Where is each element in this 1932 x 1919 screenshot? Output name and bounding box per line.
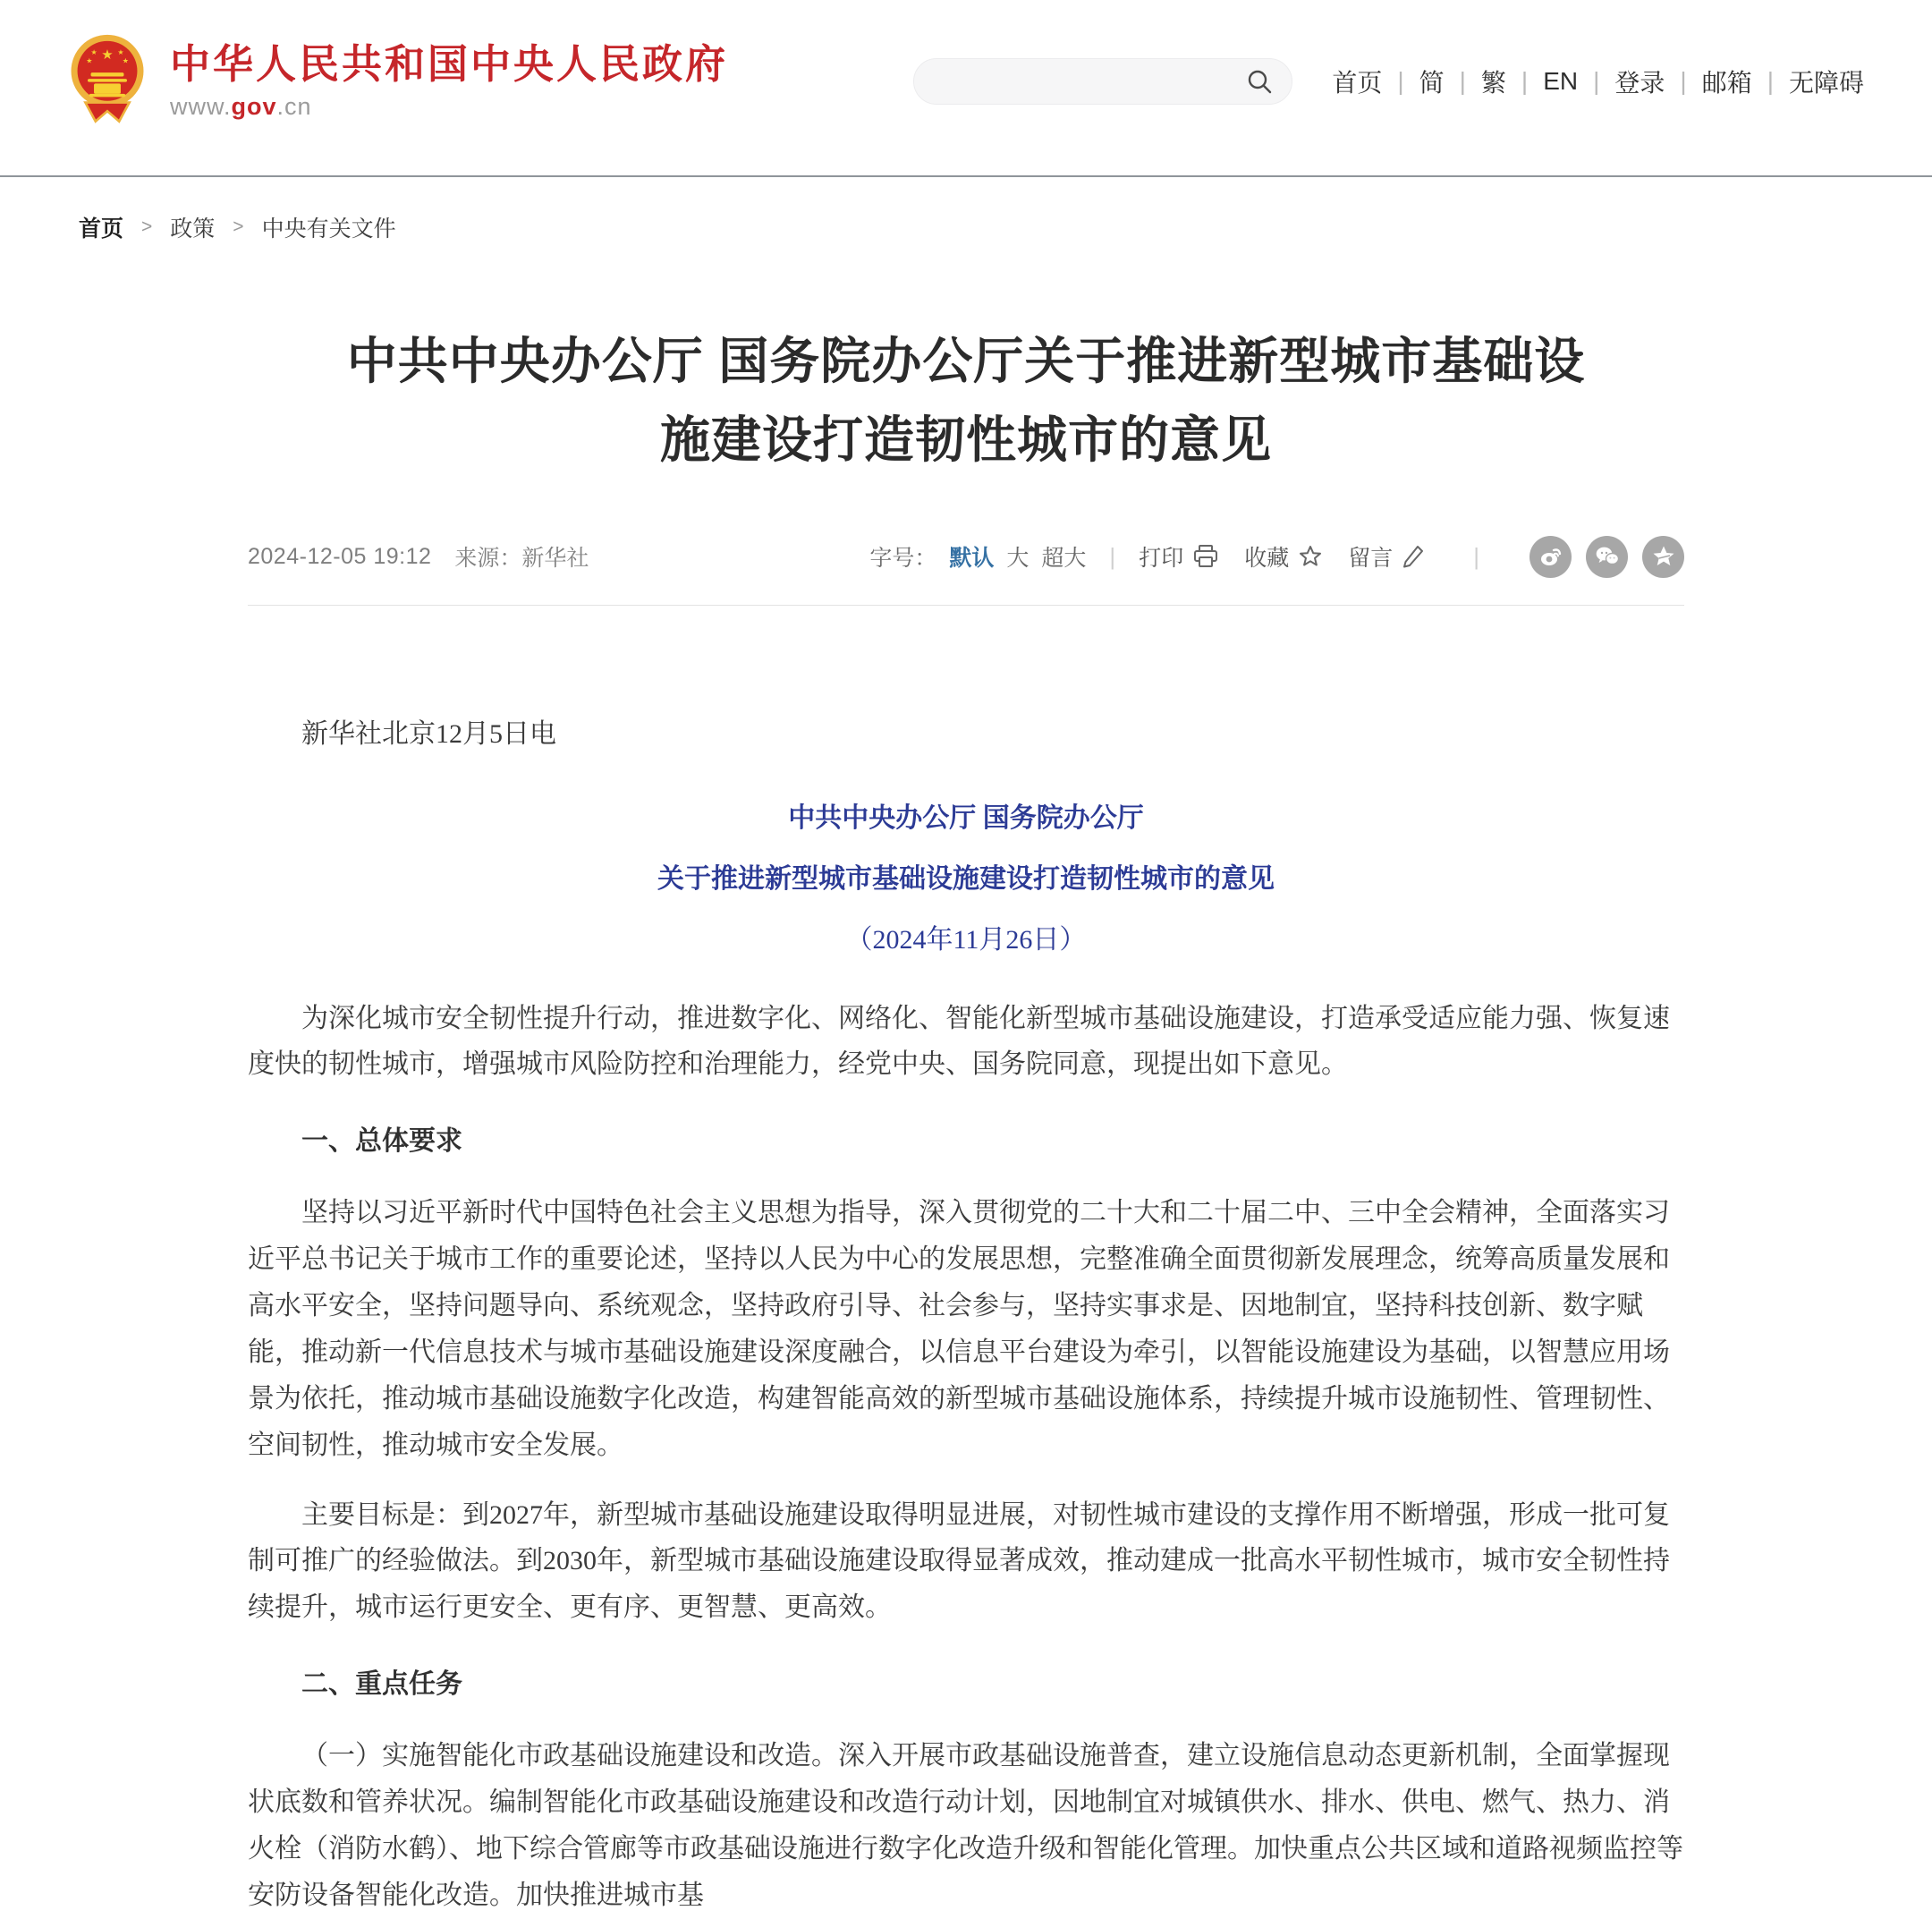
article-block-heading: 一、总体要求: [301, 1126, 462, 1157]
article-block-center-bold: 关于推进新型城市基础设施建设打造韧性城市的意见: [657, 863, 1275, 894]
nav-separator: |: [1397, 67, 1404, 95]
nav-separator: |: [1459, 67, 1466, 95]
header-divider: [0, 175, 1932, 177]
article-block-para: 坚持以习近平新时代中国特色社会主义思想为指导，深入贯彻党的二十大和二十届二中、三中全会精神，全面落实习近平总书记关于城市工作的重要论述，坚持以人民为中心的发展思想，完整准确全面贯彻新发展理念，统筹高质量发展和高水平安全，坚持问题导向、系统观念，坚持政府引导、社会参与，坚持实事求是、因地制宜，坚持科技创新、数字赋能，推动新一代信息技术与城市基础设施建设深度融合，以信息平台建设为牵引，以智能设施建设为基础，以智慧应用场景为依托，推动城市基础设施数字化改造，构建智能高效的新型城市基础设施体系，持续提升城市设施韧性、管理韧性、空间韧性，推动城市安全发展。: [248, 1198, 1670, 1460]
nav-item-4[interactable]: 登录: [1614, 69, 1665, 97]
nav-separator: |: [1767, 67, 1774, 95]
nav-separator: |: [1521, 67, 1529, 95]
search-input[interactable]: [937, 68, 1243, 95]
article-block-para: （一）实施智能化市政基础设施建设和改造。深入开展市政基础设施普查，建立设施信息动态更新机制，全面掌握现状底数和管养状况。编制智能化市政基础设施建设和改造行动计划，因地制宜对城镇供水、排水、供电、燃气、热力、消火栓（消防水鹤）、地下综合管廊等市政基础设施进行数字化改造升级和智能化管理。加快重点公共区域和道路视频监控等安防设备智能化改造。加快推进城市基: [248, 1741, 1683, 1910]
publish-date: 2024-12-05 19:12: [248, 543, 432, 569]
site-title: 中华人民共和国中央人民政府: [170, 40, 729, 87]
nav-item-3[interactable]: EN: [1543, 67, 1579, 95]
font-size-option-default[interactable]: 默认: [949, 546, 995, 572]
font-size-options: [936, 540, 1086, 573]
star-outline-icon: [1298, 544, 1323, 569]
site-logo[interactable]: [68, 33, 728, 131]
nav-item-2[interactable]: 繁: [1480, 69, 1506, 97]
print-button[interactable]: 打印: [1139, 540, 1219, 573]
search-icon[interactable]: [1243, 65, 1275, 98]
source-value: 新华社: [521, 546, 589, 572]
favorite-button[interactable]: 收藏: [1244, 540, 1323, 573]
article-block-para: 为深化城市安全韧性提升行动，推进数字化、网络化、智能化新型城市基础设施建设，打造承受适应能力强、恢复速度快的韧性城市，增强城市风险防控和治理能力，经党中央、国务院同意，现提出如下意见。: [248, 1003, 1670, 1080]
nav-item-0[interactable]: 首页: [1332, 69, 1383, 97]
comment-button[interactable]: 留言: [1348, 540, 1425, 573]
breadcrumb-separator: >: [233, 217, 244, 237]
article-body: [248, 606, 1684, 1919]
search-box: [913, 58, 1292, 105]
qzone-share-icon[interactable]: [1642, 536, 1684, 578]
nav-separator: |: [1593, 67, 1600, 95]
top-nav: [1332, 64, 1864, 99]
site-url: www.gov.cn: [170, 93, 312, 121]
article-block-para: 主要目标是：到2027年，新型城市基础设施建设取得明显进展，对韧性城市建设的支撑作用不断增强，形成一批可复制可推广的经验做法。到2030年，新型城市基础设施建设取得显著成效，推动建成一批高水平韧性城市，城市安全韧性持续提升，城市运行更安全、更有序、更智慧、更高效。: [248, 1499, 1670, 1623]
meta-separator: |: [1109, 542, 1116, 570]
nav-item-1[interactable]: 简: [1419, 69, 1445, 97]
article-block-dateline: 新华社北京12月5日电: [301, 718, 556, 749]
weibo-share-icon[interactable]: [1530, 536, 1572, 578]
pencil-icon: [1402, 544, 1425, 569]
article-block-center-bold: 中共中央办公厅 国务院办公厅: [788, 802, 1144, 833]
source-label: 来源：: [454, 546, 522, 572]
breadcrumb-item-1[interactable]: 政策: [170, 217, 216, 242]
breadcrumb-item-2: 中央有关文件: [261, 217, 396, 242]
article-block-heading: 二、重点任务: [301, 1669, 462, 1700]
breadcrumb: [79, 211, 1932, 243]
share-icons: [1530, 536, 1684, 578]
svg-text:★: ★: [90, 47, 97, 56]
national-emblem-icon: [68, 33, 147, 131]
font-size-option-large[interactable]: 大: [1006, 546, 1030, 572]
svg-text:★: ★: [122, 56, 129, 65]
article-meta-bar: [248, 536, 1684, 578]
page-title: 中共中央办公厅 国务院办公厅关于推进新型城市基础设 施建设打造韧性城市的意见: [346, 333, 1586, 469]
font-size-label: 字号：: [869, 546, 937, 572]
printer-icon: [1192, 544, 1219, 569]
nav-item-5[interactable]: 邮箱: [1701, 69, 1752, 97]
svg-text:★: ★: [86, 56, 93, 65]
site-header: [0, 0, 1932, 175]
meta-separator: |: [1473, 542, 1479, 570]
nav-separator: |: [1680, 67, 1687, 95]
nav-item-6[interactable]: 无障碍: [1788, 69, 1864, 97]
article-block-center-date: （2024年11月26日）: [845, 924, 1087, 955]
article: [248, 322, 1684, 1919]
breadcrumb-item-0[interactable]: 首页: [79, 217, 124, 242]
breadcrumb-separator: >: [141, 217, 153, 237]
svg-text:★: ★: [117, 47, 124, 56]
font-size-option-xlarge[interactable]: 超大: [1041, 546, 1087, 572]
svg-text:★: ★: [101, 47, 114, 63]
wechat-share-icon[interactable]: [1586, 536, 1628, 578]
